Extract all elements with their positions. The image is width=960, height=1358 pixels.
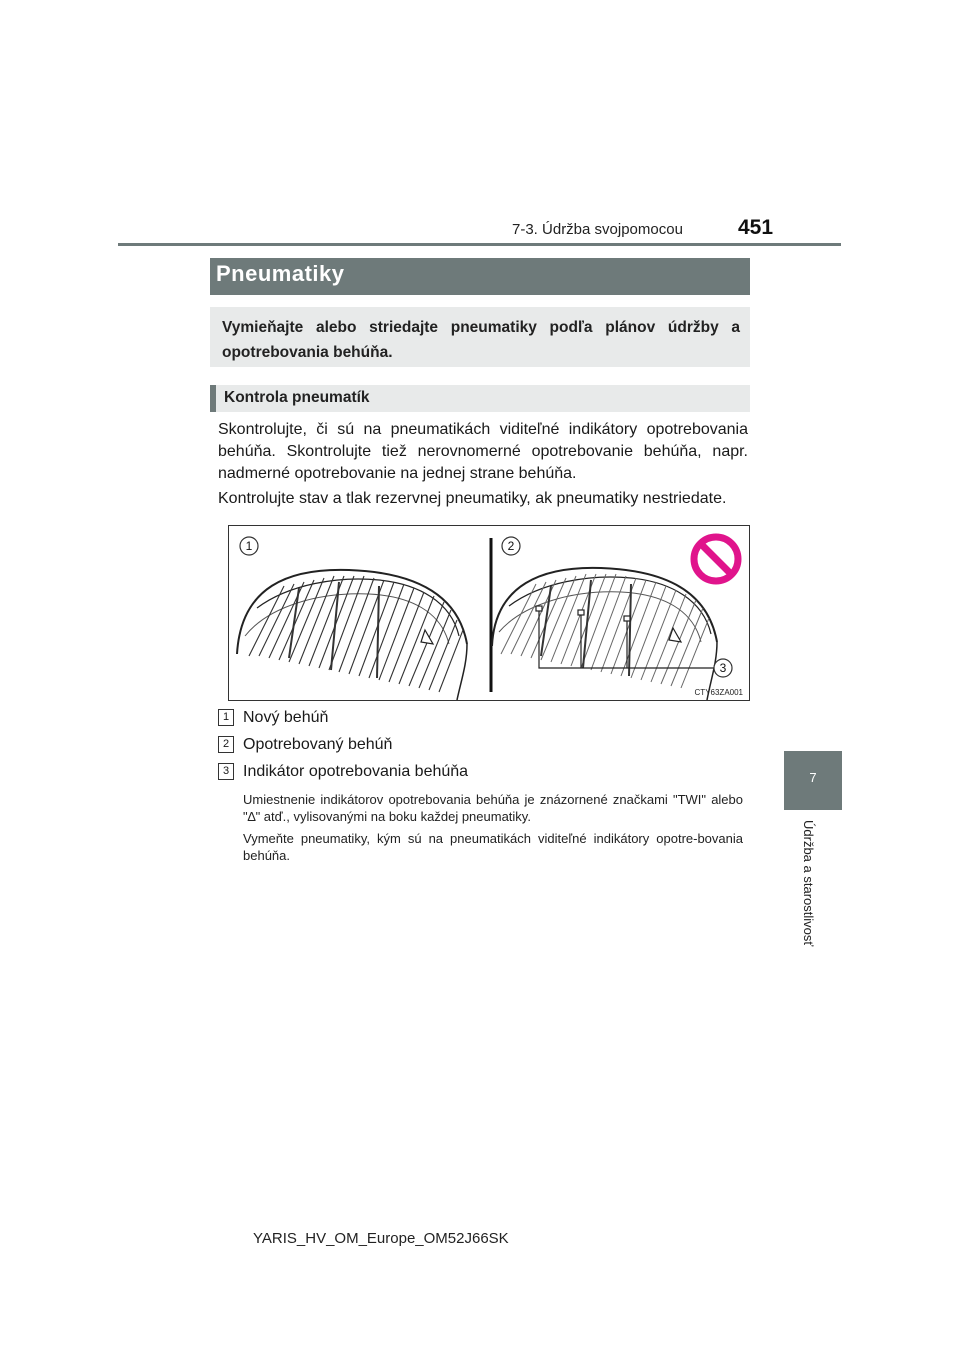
- footer-document-code: YARIS_HV_OM_Europe_OM52J66SK: [253, 1230, 509, 1247]
- no-entry-icon: [694, 537, 738, 581]
- intro-text: Vymieňajte alebo striedajte pneumatiky podľa plánov údržby a opotrebovania behúňa.: [222, 319, 740, 361]
- legend-item: [218, 763, 468, 785]
- legend-text: Opotrebovaný behúň: [243, 736, 393, 753]
- header-rule: [118, 243, 841, 246]
- chapter-number: 7: [809, 770, 817, 785]
- legend-text: Indikátor opotrebovania behúňa: [243, 763, 469, 780]
- chapter-side-title-text: Údržba a starostlivosť: [801, 820, 816, 947]
- note-replace-tires: Vymeňte pneumatiky, kým sú na pneumatikách viditeľné indikátory opotre-bovania behúňa.: [243, 831, 743, 863]
- worn-tread-tire: [492, 568, 717, 700]
- figure-code: CTY63ZA001: [694, 688, 743, 697]
- subsection-accent: [210, 385, 216, 412]
- callout-1: [240, 537, 258, 555]
- legend-item: [218, 736, 392, 758]
- svg-text:1: 1: [245, 539, 253, 553]
- section-reference: 7-3. Údržba svojpomocou: [512, 221, 683, 238]
- legend-number: 3: [218, 763, 234, 780]
- page-number: 451: [738, 216, 774, 239]
- svg-text:2: 2: [507, 539, 515, 553]
- callout-2: [502, 537, 520, 555]
- legend-number: 1: [218, 709, 234, 726]
- svg-text:3: 3: [719, 661, 727, 675]
- legend-text: Nový behúň: [243, 709, 329, 726]
- callout-3: [714, 659, 732, 677]
- tire-tread-figure: [228, 525, 750, 701]
- paragraph-tread-check: Skontrolujte, či sú na pneumatikách viditeľné indikátory opotrebovania behúňa. Skontrolujte tiež nerovnomerné opotrebovanie behúňa, napr. nadmerné opotrebovanie na jednej strane behúňa.: [218, 421, 748, 482]
- new-tread-tire: [237, 570, 467, 700]
- subsection-title: Kontrola pneumatík: [224, 389, 370, 406]
- chapter-side-title: [798, 820, 818, 970]
- paragraph-spare-tire: Kontrolujte stav a tlak rezervnej pneumatiky, ak pneumatiky nestriedate.: [218, 490, 727, 507]
- note-twi-location: Umiestnenie indikátorov opotrebovania behúňa je znázornené značkami "TWI" alebo "∆" atď., vylisovanými na boku každej pneumatiky.: [243, 792, 743, 824]
- legend-number: 2: [218, 736, 234, 753]
- page-title: Pneumatiky: [216, 261, 345, 286]
- legend-item: [218, 709, 328, 731]
